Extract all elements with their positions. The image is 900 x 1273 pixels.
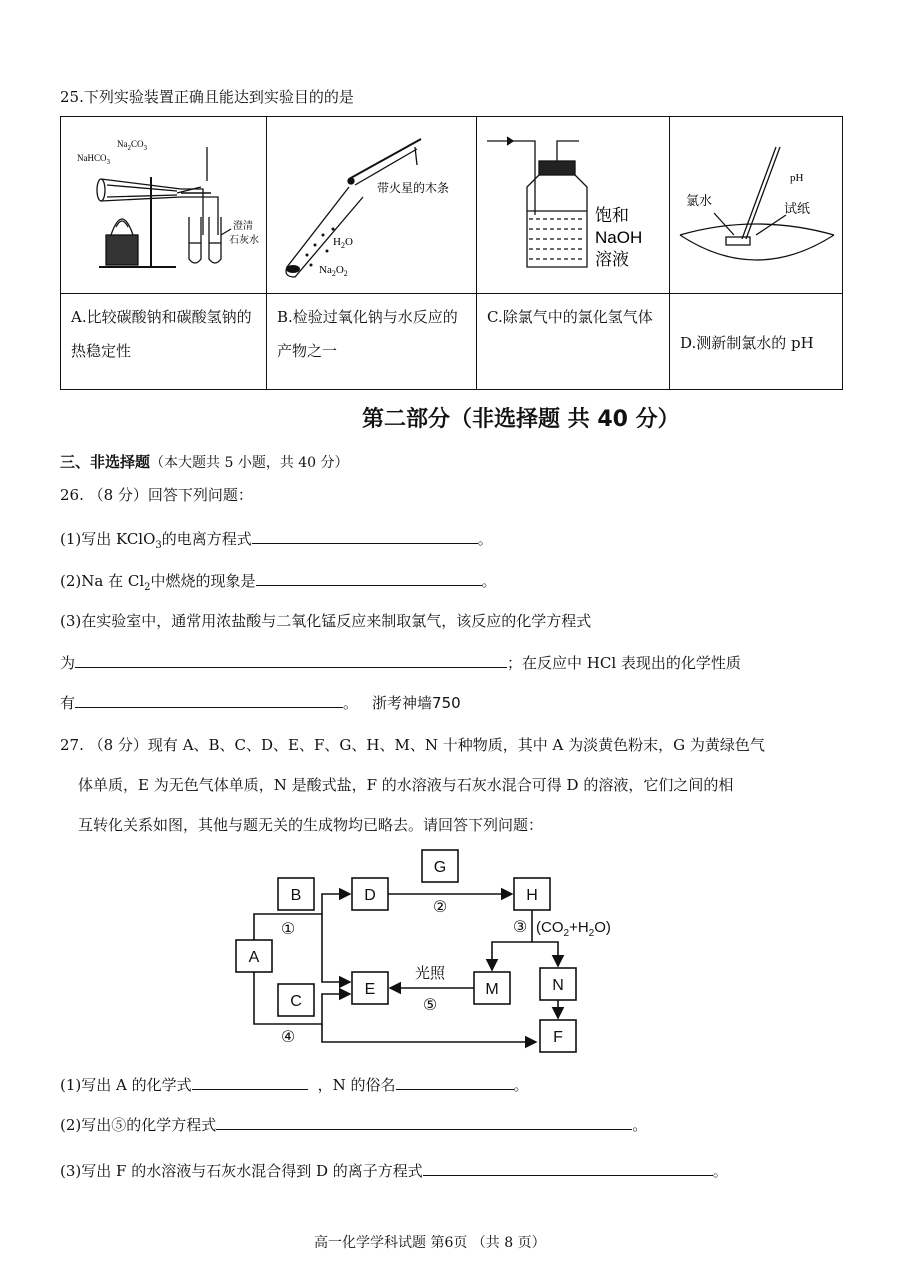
node-n: N (552, 977, 564, 994)
label-ph: pH (790, 172, 804, 184)
option-a: A.比较碳酸钠和碳酸氢钠的热稳定性 (61, 294, 267, 390)
step-2: ② (432, 899, 448, 916)
label-h2o: $H_2O$ (333, 236, 353, 250)
node-g: G (433, 859, 447, 876)
label-nahco3: NaHCO$_3$ (77, 153, 110, 166)
q26-part3-line1: (3)在实验室中，通常用浓盐酸与二氧化锰反应来制取氯气，该反应的化学方程式 (60, 612, 592, 630)
q27-part3-end: 。 (712, 1162, 728, 1180)
answer-blank-26-3b[interactable] (75, 693, 343, 708)
label-na2o2: $Na_2O_2$ (319, 264, 348, 278)
label-test-paper: 试纸 (784, 202, 811, 217)
label-na2co3: $Na_2CO_3$ (117, 139, 148, 152)
step-1: ① (280, 921, 296, 938)
q27-line2: 体单质，E 为无色气体单质，N 是酸式盐，F 的水溶液与石灰水混合可得 D 的溶液，它们之间的相 (78, 776, 734, 794)
q27-part1-text-b: ，N 的俗名 (317, 1076, 396, 1094)
q27-part1 (60, 1074, 529, 1095)
q27-part1-end: 。 (513, 1076, 529, 1094)
figure-b-apparatus (267, 117, 476, 289)
option-b: B.检验过氧化钠与水反应的产物之一 (267, 294, 477, 390)
q26-part2 (60, 570, 497, 593)
figure-d (670, 117, 843, 294)
q27-part3 (60, 1160, 728, 1181)
answer-blank-26-2[interactable] (256, 571, 482, 586)
answer-blank-26-3a[interactable] (75, 653, 507, 668)
q27-part1-text-a: (1)写出 A 的化学式 (60, 1076, 192, 1094)
q26-part3-you: 有 (60, 694, 76, 712)
node-a: A (248, 949, 260, 966)
q27-line3: 互转化关系如图，其他与题无关的生成物均已略去。请回答下列问题： (78, 816, 544, 834)
section-heading-bold: 三、非选择题 (60, 453, 151, 471)
condition-co2-h2o: $(CO_2+H_2O)$ (536, 919, 611, 939)
q27-part2 (60, 1114, 647, 1135)
q26-part1-sub: 3 (155, 540, 162, 551)
q27-part2-text: (2)写出⑤的化学方程式 (60, 1116, 217, 1134)
label-solution: 溶液 (595, 250, 629, 270)
q26-part3-end: 。 (343, 694, 359, 712)
q26-part2-text-a: (2)Na 在 Cl (60, 572, 145, 590)
q26-part3-mid: ；在反应中 HCl 表现出的化学性质 (507, 654, 741, 672)
figure-a-apparatus (61, 117, 266, 289)
q26-part3-wei: 为 (60, 654, 76, 672)
option-c: C.除氯气中的氯化氢气体 (477, 294, 670, 390)
answer-blank-27-2[interactable] (216, 1115, 632, 1130)
option-d: D.测新制氯水的 pH (670, 294, 843, 390)
q26-part2-text-b: 中燃烧的现象是 (150, 572, 256, 590)
q27-part2-end: 。 (632, 1116, 648, 1134)
page-footer: 高一化学学科试题 第6页 （共 8 页） (314, 1235, 546, 1251)
node-h: H (526, 887, 538, 904)
q26-head: 26. （8 分）回答下列问题： (60, 486, 253, 504)
node-m: M (485, 981, 499, 998)
label-limewater-1: 澄清 (233, 221, 253, 232)
figure-c-apparatus (477, 117, 669, 289)
q26-part2-end: 。 (481, 572, 497, 590)
label-saturated: 饱和 (595, 206, 629, 226)
step-3: ③ (512, 919, 528, 936)
node-c: C (290, 993, 302, 1010)
figure-a (61, 117, 267, 294)
label-naoh: NaOH (595, 228, 643, 247)
node-f: F (553, 1029, 563, 1046)
answer-blank-26-1[interactable] (252, 529, 478, 544)
node-e: E (364, 981, 376, 998)
q26-part1-text-b: 的电离方程式 (161, 530, 252, 548)
answer-blank-27-3[interactable] (423, 1161, 713, 1176)
q25-stem: 25.下列实验装置正确且能达到实验目的的是 (60, 88, 354, 106)
part2-title: 第二部分（非选择题 共 40 分） (362, 407, 680, 432)
node-b: B (290, 887, 302, 904)
label-glowing-splint: 带火星的木条 (377, 181, 450, 195)
q26-part1-end: 。 (477, 530, 493, 548)
q27-line1: 27. （8 分）现有 A、B、C、D、E、F、G、H、M、N 十种物质，其中 A 为淡黄色粉末，G 为黄绿色气 (60, 736, 765, 754)
answer-blank-27-1a[interactable] (192, 1075, 308, 1090)
q26-part2-sub: 2 (144, 582, 151, 593)
section-heading-note: （本大题共 5 小题，共 40 分） (150, 455, 349, 471)
q26-part1-text-a: (1)写出 KClO (60, 530, 156, 548)
q26-part3-line2 (60, 652, 741, 673)
q25-table (60, 116, 843, 390)
figure-d-apparatus (670, 117, 842, 289)
figure-c (477, 117, 670, 294)
q27-diagram (230, 846, 640, 1058)
label-limewater-2: 石灰水 (229, 235, 259, 246)
q27-part3-text: (3)写出 F 的水溶液与石灰水混合得到 D 的离子方程式 (60, 1162, 423, 1180)
watermark-text: 浙考神墙750 (372, 694, 461, 712)
figure-b (267, 117, 477, 294)
node-d: D (364, 887, 376, 904)
answer-blank-27-1b[interactable] (396, 1075, 514, 1090)
section-heading (60, 451, 349, 472)
q26-part1 (60, 528, 493, 551)
step-5: ⑤ (422, 997, 438, 1014)
q26-part3-line3 (60, 692, 461, 713)
step-4: ④ (280, 1029, 296, 1046)
condition-light: 光照 (414, 965, 446, 982)
label-chlorine-water: 氯水 (686, 194, 713, 209)
